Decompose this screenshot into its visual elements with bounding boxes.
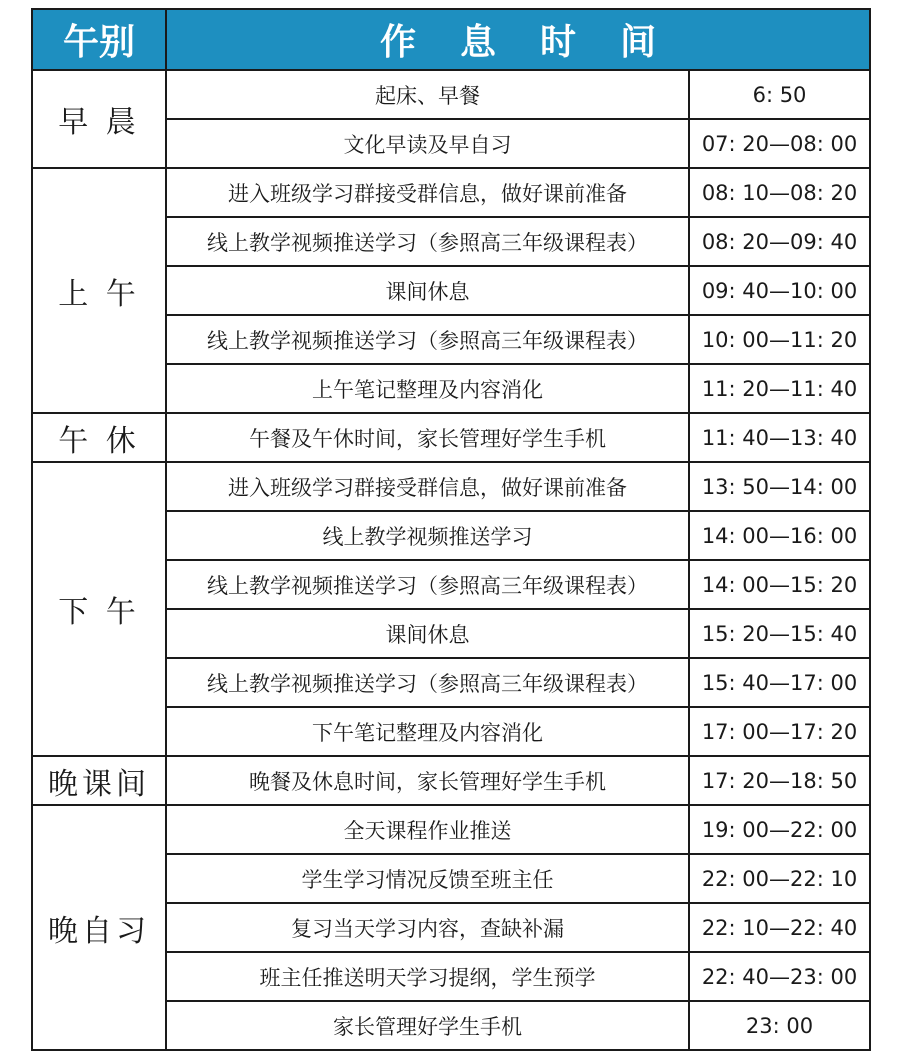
time-cell: 17: 00—17: 20 bbox=[689, 707, 870, 756]
activity-cell: 全天课程作业推送 bbox=[166, 805, 689, 854]
activity-cell: 晚餐及休息时间，家长管理好学生手机 bbox=[166, 756, 689, 805]
time-cell: 11: 40—13: 40 bbox=[689, 413, 870, 462]
table-row bbox=[32, 805, 870, 854]
table-row bbox=[32, 168, 870, 217]
time-cell: 23: 00 bbox=[689, 1001, 870, 1050]
time-cell: 6: 50 bbox=[689, 70, 870, 119]
table-row bbox=[32, 70, 870, 119]
time-cell: 19: 00—22: 00 bbox=[689, 805, 870, 854]
time-cell: 15: 40—17: 00 bbox=[689, 658, 870, 707]
activity-cell: 进入班级学习群接受群信息，做好课前准备 bbox=[166, 168, 689, 217]
activity-cell: 文化早读及早自习 bbox=[166, 119, 689, 168]
time-cell: 14: 00—15: 20 bbox=[689, 560, 870, 609]
period-cell: 下 午 bbox=[32, 462, 166, 756]
period-cell: 晚自习 bbox=[32, 805, 166, 1050]
time-cell: 22: 40—23: 00 bbox=[689, 952, 870, 1001]
period-cell: 早 晨 bbox=[32, 70, 166, 168]
activity-cell: 复习当天学习内容，查缺补漏 bbox=[166, 903, 689, 952]
table-row bbox=[32, 462, 870, 511]
activity-cell: 班主任推送明天学习提纲，学生预学 bbox=[166, 952, 689, 1001]
time-cell: 13: 50—14: 00 bbox=[689, 462, 870, 511]
time-cell: 08: 10—08: 20 bbox=[689, 168, 870, 217]
time-cell: 10: 00—11: 20 bbox=[689, 315, 870, 364]
time-cell: 09: 40—10: 00 bbox=[689, 266, 870, 315]
time-cell: 22: 10—22: 40 bbox=[689, 903, 870, 952]
time-cell: 15: 20—15: 40 bbox=[689, 609, 870, 658]
activity-cell: 课间休息 bbox=[166, 266, 689, 315]
activity-cell: 线上教学视频推送学习（参照高三年级课程表） bbox=[166, 217, 689, 266]
activity-cell: 课间休息 bbox=[166, 609, 689, 658]
activity-cell: 线上教学视频推送学习（参照高三年级课程表） bbox=[166, 658, 689, 707]
table-row bbox=[32, 413, 870, 462]
table-row bbox=[32, 756, 870, 805]
activity-cell: 家长管理好学生手机 bbox=[166, 1001, 689, 1050]
activity-cell: 午餐及午休时间，家长管理好学生手机 bbox=[166, 413, 689, 462]
header-row bbox=[32, 9, 870, 70]
period-cell: 晚课间 bbox=[32, 756, 166, 805]
time-cell: 08: 20—09: 40 bbox=[689, 217, 870, 266]
activity-cell: 上午笔记整理及内容消化 bbox=[166, 364, 689, 413]
header-period: 午别 bbox=[32, 9, 166, 70]
activity-cell: 下午笔记整理及内容消化 bbox=[166, 707, 689, 756]
activity-cell: 线上教学视频推送学习（参照高三年级课程表） bbox=[166, 315, 689, 364]
activity-cell: 线上教学视频推送学习 bbox=[166, 511, 689, 560]
activity-cell: 线上教学视频推送学习（参照高三年级课程表） bbox=[166, 560, 689, 609]
activity-cell: 起床、早餐 bbox=[166, 70, 689, 119]
time-cell: 17: 20—18: 50 bbox=[689, 756, 870, 805]
activity-cell: 进入班级学习群接受群信息，做好课前准备 bbox=[166, 462, 689, 511]
header-activity: 作息时间 bbox=[166, 9, 870, 70]
time-cell: 11: 20—11: 40 bbox=[689, 364, 870, 413]
time-cell: 14: 00—16: 00 bbox=[689, 511, 870, 560]
time-cell: 07: 20—08: 00 bbox=[689, 119, 870, 168]
period-cell: 午 休 bbox=[32, 413, 166, 462]
activity-cell: 学生学习情况反馈至班主任 bbox=[166, 854, 689, 903]
period-cell: 上 午 bbox=[32, 168, 166, 413]
time-cell: 22: 00—22: 10 bbox=[689, 854, 870, 903]
schedule-table bbox=[31, 8, 871, 1051]
